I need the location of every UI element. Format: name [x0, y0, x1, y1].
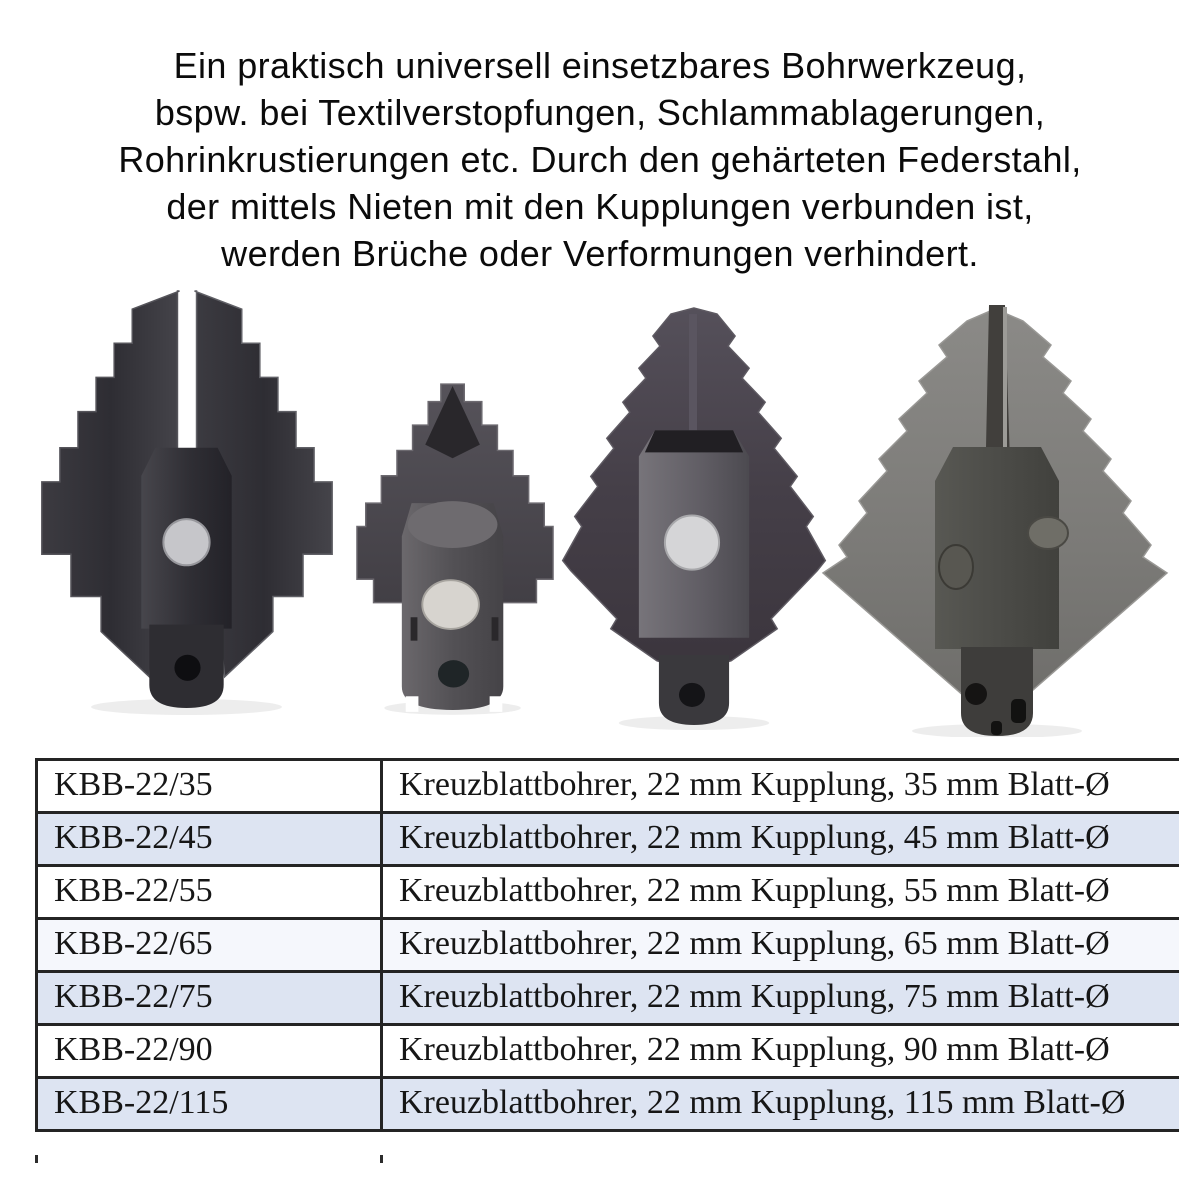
product-code-cell: KBB-22/115 [37, 1078, 382, 1131]
rivet [1028, 517, 1068, 549]
table-row [37, 1078, 1179, 1131]
table-row [37, 866, 1179, 919]
cross-blade-drill-large-sawtooth-photo [815, 295, 1175, 737]
side-slot [411, 617, 418, 640]
product-code-cell: KBB-22/35 [37, 760, 382, 813]
bottom-notch [490, 696, 503, 712]
product-code-cell: KBB-22/75 [37, 972, 382, 1025]
product-description-cell: Kreuzblattbohrer, 22 mm Kupplung, 90 mm Blatt-Ø [382, 1025, 1179, 1078]
product-description-cell: Kreuzblattbohrer, 22 mm Kupplung, 45 mm Blatt-Ø [382, 813, 1179, 866]
coupling-hole [965, 683, 987, 705]
table-row [37, 813, 1179, 866]
rivet [422, 580, 479, 629]
body-dome [408, 501, 498, 548]
coupling-hole [679, 683, 705, 707]
bottom-notch [406, 696, 419, 712]
rivet [939, 545, 973, 589]
table-row [37, 1025, 1179, 1078]
product-code-cell: KBB-22/90 [37, 1025, 382, 1078]
table-row [37, 919, 1179, 972]
product-table-body [37, 760, 1179, 1131]
product-code-cell: KBB-22/65 [37, 919, 382, 972]
intro-line: Rohrinkrustierungen etc. Durch den gehärteten Federstahl, [118, 139, 1082, 180]
product-description-cell: Kreuzblattbohrer, 22 mm Kupplung, 75 mm Blatt-Ø [382, 972, 1179, 1025]
rivet [665, 515, 719, 569]
intro-line: Ein praktisch universell einsetzbares Bohrwerkzeug, [173, 45, 1027, 86]
coupling-notch [991, 721, 1002, 735]
product-table [35, 758, 1179, 1132]
rivet [163, 519, 209, 565]
intro-line: werden Brüche oder Verformungen verhindert. [221, 233, 979, 274]
table-crop-tick [35, 1155, 38, 1163]
table-crop-tick [380, 1155, 383, 1163]
cross-blade-drill-stepped-front-photo [28, 285, 346, 717]
product-code-cell: KBB-22/55 [37, 866, 382, 919]
intro-line: bspw. bei Textilverstopfungen, Schlammablagerungen, [154, 92, 1046, 133]
intro-paragraph [0, 42, 1200, 277]
table-row [37, 972, 1179, 1025]
product-code-cell: KBB-22/45 [37, 813, 382, 866]
product-description-cell: Kreuzblattbohrer, 22 mm Kupplung, 65 mm Blatt-Ø [382, 919, 1179, 972]
coupling-notch [1011, 699, 1026, 723]
product-description-cell: Kreuzblattbohrer, 22 mm Kupplung, 115 mm Blatt-Ø [382, 1078, 1179, 1131]
product-description-cell: Kreuzblattbohrer, 22 mm Kupplung, 35 mm Blatt-Ø [382, 760, 1179, 813]
side-slot [492, 617, 499, 640]
intro-line: der mittels Nieten mit den Kupplungen verbunden ist, [166, 186, 1034, 227]
coupling-hole [438, 660, 469, 687]
hub-top-band [645, 430, 743, 452]
product-table-wrap [35, 758, 1177, 1132]
cross-blade-drill-sawtooth-leaf-photo [558, 302, 830, 730]
cross-blade-drill-small-angled-photo [355, 375, 555, 720]
table-row [37, 760, 1179, 813]
product-description-cell: Kreuzblattbohrer, 22 mm Kupplung, 55 mm Blatt-Ø [382, 866, 1179, 919]
coupling-hole [174, 655, 200, 681]
